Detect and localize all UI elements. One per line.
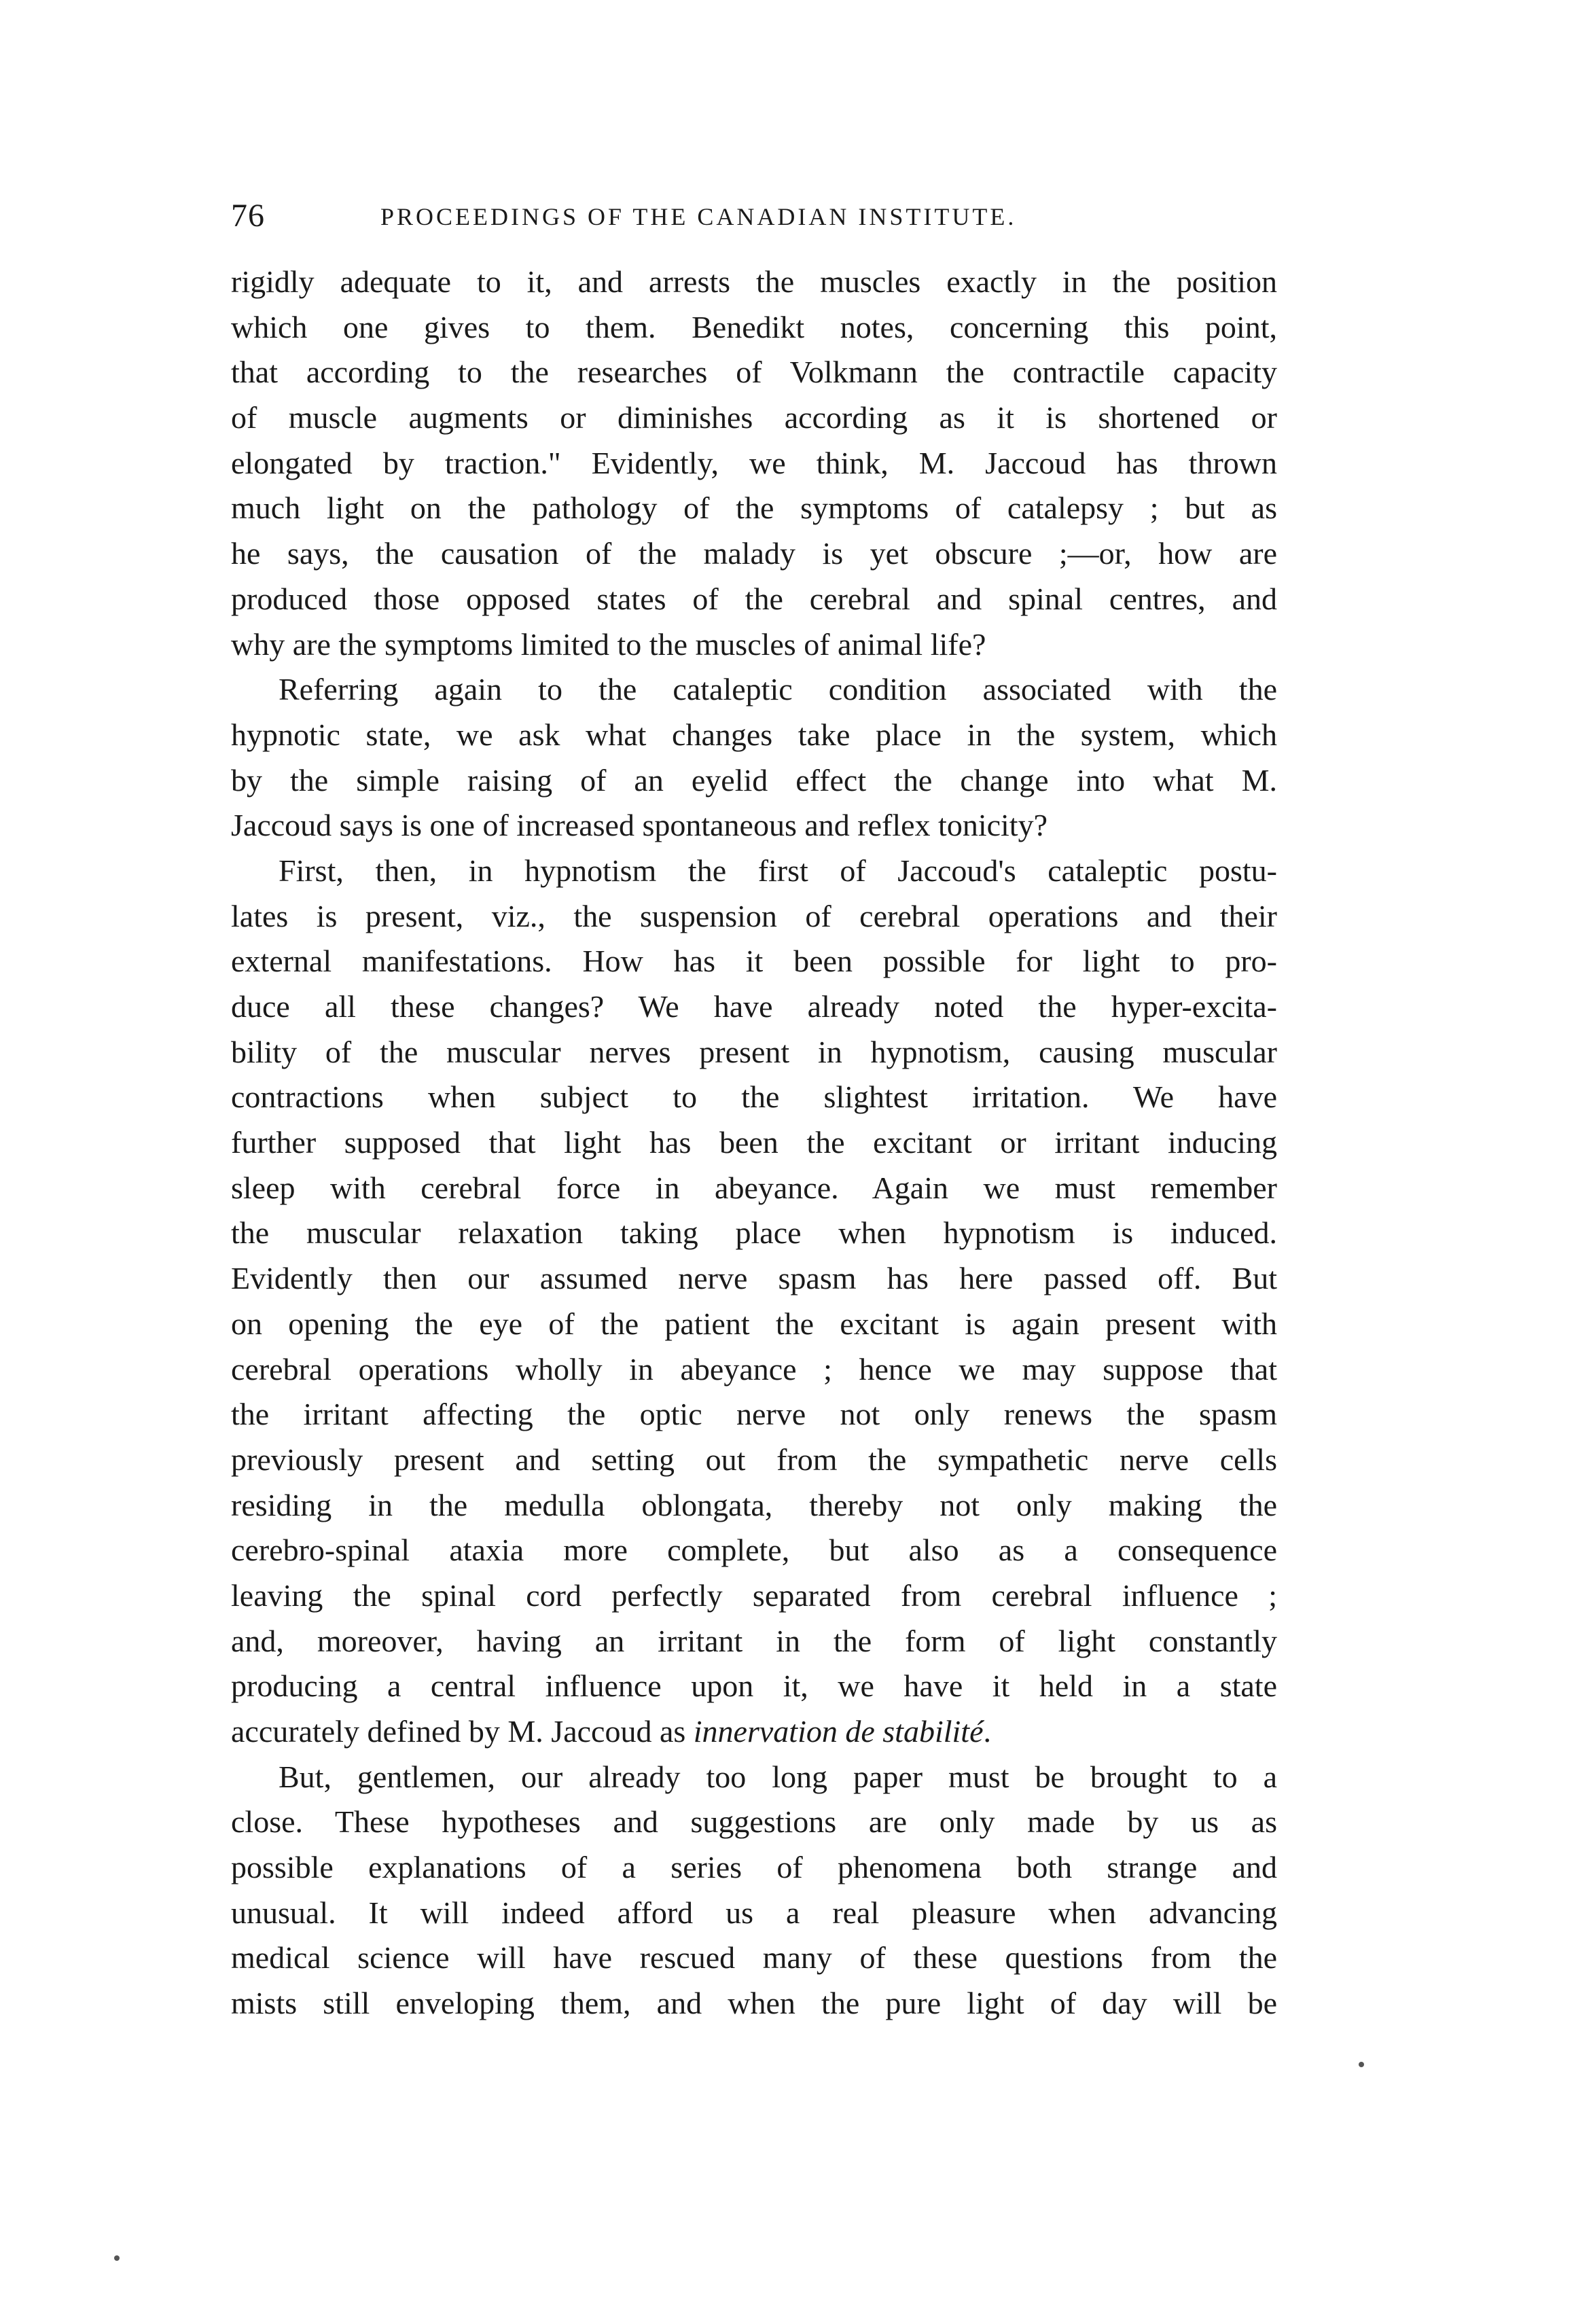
text-line: previously present and setting out from the sympathetic nerve cells (231, 1442, 1277, 1477)
text-line: which one gives to them. Benedikt notes, concerning this point, (231, 309, 1277, 344)
paragraph (231, 667, 1277, 848)
text-line: he says, the causation of the malady is yet obscure ;—or, how are (231, 536, 1277, 571)
text-line: sleep with cerebral force in abeyance. Again we must remember (231, 1170, 1277, 1205)
text-line: duce all these changes? We have already noted the hyper-excita- (231, 989, 1277, 1024)
text-line: the irritant affecting the optic nerve not only renews the spasm (231, 1397, 1277, 1432)
text-line: on opening the eye of the patient the excitant is again present with (231, 1306, 1277, 1341)
stray-mark (1359, 2062, 1364, 2067)
text-line: medical science will have rescued many of these questions from the (231, 1940, 1277, 1976)
text-line: contractions when subject to the slightest irritation. We have (231, 1079, 1277, 1115)
text-line: rigidly adequate to it, and arrests the muscles exactly in the position (231, 264, 1277, 299)
text-line: mists still enveloping them, and when the pure light of day will be (231, 1986, 1277, 2021)
text-line: residing in the medulla oblongata, thereby not only making the (231, 1487, 1277, 1522)
text-line: by the simple raising of an eyelid effect the change into what M. (231, 762, 1277, 798)
text-line: why are the symptoms limited to the muscles of animal life? (231, 626, 986, 662)
text-line: Evidently then our assumed nerve spasm has here passed off. But (231, 1261, 1277, 1296)
text-line: Referring again to the cataleptic condition associated with the (279, 672, 1277, 707)
text-line: produced those opposed states of the cerebral and spinal centres, and (231, 581, 1277, 616)
text-line: of muscle augments or diminishes according as it is shortened or (231, 400, 1277, 435)
text-line: hypnotic state, we ask what changes take place in the system, which (231, 717, 1277, 752)
text-line: close. These hypotheses and suggestions are only made by us as (231, 1804, 1277, 1840)
running-head: PROCEEDINGS OF THE CANADIAN INSTITUTE. (380, 203, 1017, 230)
page-header (231, 197, 1277, 245)
text-line: lates is present, viz., the suspension of cerebral operations and their (231, 898, 1277, 933)
text-line: possible explanations of a series of phenomena both strange and (231, 1850, 1277, 1885)
text-line: external manifestations. How has it been possible for light to pro- (231, 944, 1277, 979)
page-number: 76 (231, 198, 265, 234)
text-line: Jaccoud says is one of increased spontaneous and reflex tonicity? (231, 808, 1048, 843)
text-line: and, moreover, having an irritant in the form of light constantly (231, 1623, 1277, 1658)
text-line: that according to the researches of Volkmann the contractile capacity (231, 355, 1277, 390)
text-line: bility of the muscular nerves present in hypnotism, causing muscular (231, 1034, 1277, 1069)
text-line: But, gentlemen, our already too long paper must be brought to a (279, 1759, 1277, 1794)
paragraph (231, 260, 1277, 667)
paragraph (231, 1755, 1277, 2026)
text-line: unusual. It will indeed afford us a real pleasure when advancing (231, 1895, 1277, 1930)
paragraph (231, 848, 1277, 1755)
text-line: leaving the spinal cord perfectly separated from cerebral influence ; (231, 1577, 1277, 1613)
text-line: further supposed that light has been the excitant or irritant inducing (231, 1125, 1277, 1160)
italic-phrase: innervation de stabilité (693, 1714, 984, 1749)
stray-mark (114, 2255, 120, 2261)
text-line: producing a central influence upon it, we have it held in a state (231, 1668, 1277, 1704)
text-line: accurately defined by M. Jaccoud as innervation de stabilité. (231, 1714, 991, 1749)
text-line: the muscular relaxation taking place when hypnotism is induced. (231, 1215, 1277, 1251)
text-line: elongated by traction." Evidently, we think, M. Jaccoud has thrown (231, 445, 1277, 480)
text-line: First, then, in hypnotism the first of Jaccoud's cataleptic postu- (279, 853, 1277, 888)
text-line: cerebro-spinal ataxia more complete, but also as a consequence (231, 1533, 1277, 1568)
text-line: much light on the pathology of the symptoms of catalepsy ; but as (231, 490, 1277, 526)
text-line: cerebral operations wholly in abeyance ; hence we may suppose that (231, 1351, 1277, 1387)
body-text (231, 260, 1277, 2026)
